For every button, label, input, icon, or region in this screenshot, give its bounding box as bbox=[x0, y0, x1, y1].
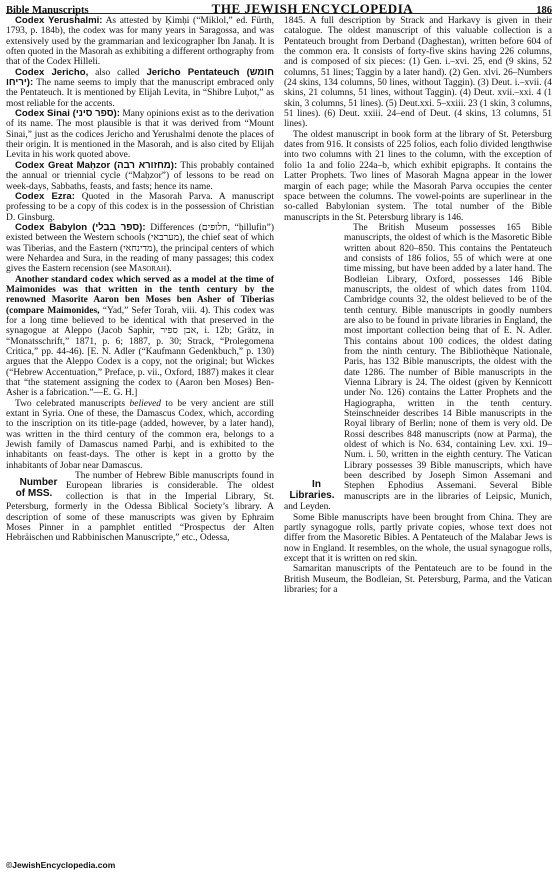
paragraph: Codex Jericho, also called Jericho Pentateuch (חומש יריחו): The name seems to imply that the manuscript embraced only the Pentateuch. It is mentioned by Elijah Levita, in “Shibre Luḥot,” as most reliable for the accents. bbox=[6, 66, 274, 109]
sidenote-heading: In Libraries. bbox=[289, 478, 335, 501]
paragraph: Some Bible manuscripts have been brought from China. They are partly synagogue rolls, partly private copies, whose text does not differ from the Masoretic Bibles. A Pentateuch of the Malabar Jews is now in England. It resembles, on the whole, the usual synagogue rolls, except that it is written on red skin. bbox=[284, 512, 552, 564]
cross-reference-link[interactable]: Masorah bbox=[128, 264, 167, 275]
entry-term: Codex Great Maḥzor (מחזורא רבה): bbox=[15, 159, 178, 171]
header-publication-title: THE JEWISH ENCYCLOPEDIA bbox=[211, 1, 414, 16]
paragraph: The oldest manuscript in book form at the library of St. Petersburg dates from 916. It consists of 225 folios, each folio divided lengthwise into two columns with 21 lines to the column, with the exception of folio 1a and folio 224a–b, which exhibit epigraphs. It contains the Latter Prophets. Two lines of Masorah Magna appear in the lower margin of each page; while the Masorah Parva occupies the center space between the columns. The vowel-points are superlinear in the so-called Babylonian system. The total number of the Bible manuscripts in the St. Petersburg library is 146. bbox=[284, 129, 552, 223]
entry-term: Codex Jericho, bbox=[15, 66, 89, 78]
paragraph: Samaritan manuscripts of the Pentateuch are to be found in the British Museum, the Bodleian, St. Petersburg, Parma, and the Vatican libraries; for a bbox=[284, 564, 552, 595]
paragraph: Another standard codex which served as a model at the time of Maimonides was that written in the tenth century by the renowned Masorite Aaron ben Moses ben Asher of Tiberias (compare Maimonides, “Yad,” Sefer Torah, viii. 4). This codex was for a long time believed to be identical with that preserved in the synagogue at Aleppo (Jacob Saphir, אבן ספיר, i. 12b; Grätz, in “Monatsschrift,” 1871, p. 6; 1887, p. 30; Strack, “Prolegomena Critica,” pp. 44-46). [E. N. Adler (“Kaufmann Gedenkbuch,” p. 130) argues that the Aleppo Codex is a copy, not the original; but Wickes (“Hebrew Accentuation,” Preface, p. vii., Oxford, 1887) makes it clear that “the statement assigning the codex to (Aaron ben Moses) Ben-Asher is a fabrication.”—E. G. H.] bbox=[6, 274, 275, 399]
header-page-number: 186 bbox=[536, 5, 552, 16]
paragraph: Codex Sinai (ספר סיני): Many opinions exist as to the derivation of its name. The most plausible is that it was derived from “Mount Sinai,” just as the codices Jericho and Yerushalmi denote the places of their origin. It is mentioned in the Masorah, and is also cited by Elijah Levita in his work quoted above. bbox=[6, 108, 274, 161]
entry-term: Codex Yerushalmi: bbox=[15, 15, 103, 26]
paragraph: 1845. A full description by Strack and Harkavy is given in their catalogue. The oldest manuscript of this valuable collection is a Pentateuch brought from Derband (Daghestan), written before 604 of the common era. It consists of forty-five skins having 226 columns, and is composed of six pieces: (1) Gen. i.–xvi. 25, end (9 skins, 52 columns, 51 lines; Taggin by a later hand). (2) Gen. xlvi. 26–Numbers (24 skins, 134 columns, 50 lines, without Taggin). (3) Deut. i.–xvii. (4 skins, 21 columns, 51 lines, without Taggin). (4) Deut. xvii.–xxi. 4 (1 skin, 3 columns, 51 lines). (5) Deut.xxi. 5–xxiii. 23 (1 skin, 3 columns, 51 lines). (6) Deut. xxiii. 24–end of Deut. (4 skins, 13 columns, 51 lines). bbox=[284, 16, 552, 130]
right-column bbox=[284, 16, 552, 595]
paragraph: Codex Ezra: Quoted in the Masorah Parva. A manuscript professing to be a copy of this codex is in the possession of Christian D. Ginsburg. bbox=[6, 190, 274, 223]
running-header bbox=[6, 0, 552, 14]
copyright-footer: ©JewishEncyclopedia.com bbox=[6, 860, 116, 870]
entry-term: Codex Ezra: bbox=[15, 190, 75, 202]
paragraph: In Libraries. The British Museum possesses 165 Bible manuscripts, the oldest of which is the Masoretic Bible written about 820–850. This contains the Pentateuch and consists of 186 folios, 55 of which were at one time missing, but have been added by a later hand. The Bodleian Library, Oxford, possesses 146 Bible manuscripts, the oldest of which dates from 1104. Cambridge counts 32, the oldest believed to be of the tenth century. Bible manuscripts in goodly numbers are also to be found in private libraries in England, the most important collection being that of E. N. Adler. This contains about 100 codices, the oldest dating from the ninth century. The Bibliothèque Nationale, Paris, has 132 Bible manuscripts, the oldest with the date 1286. The number of Bible manuscripts in the Vienna Library is 24. The oldest (given by Kennicott under No. 126) contains the Latter Prophets and the Hagiographa, written in the tenth century. Steinschneider describes 14 Bible manuscripts in the Royal library of Berlin; none of them is very old. De Rossi describes 848 manuscripts (now at Parma), the oldest of which is No. 634, containing Lev. xxi. 19–Num. i. 50, written in the eighth century. The Vatican Library possesses 39 Bible manuscripts, which have been described by Joseph Simon Assemani and Stephen Ephodius Assemani. Several Bible manuscripts are in the libraries of Leipsic, Munich, and Leyden. bbox=[284, 222, 552, 513]
entry-term: Jericho Pentateuch (חומש יריחו): bbox=[6, 66, 274, 89]
header-section-title: Bible Manuscripts bbox=[6, 5, 89, 16]
paragraph: Codex Great Maḥzor (מחזורא רבה): This probably contained the annual or triennial cycle (“Maḥzor”) of lessons to be read on week-days, Sabbaths, feasts, and fasts; hence its name. bbox=[6, 159, 275, 192]
entry-term: Codex Babylon (ספר בבלי): bbox=[15, 221, 146, 233]
paragraph: Number of MSS. The number of Hebrew Bible manuscripts found in European libraries is considerable. The oldest collection is that in the Imperial Library, St. Petersburg, formerly in the Odessa Biblical Society’s library. A description of some of these manuscripts was given by Ephraim Moses Pinner in a pamphlet entitled “Prospectus der Alten Hebräischen und Rabbinischen Manuscripte,” etc., Odessa, bbox=[6, 471, 274, 544]
paragraph: Two celebrated manuscripts believed to be very ancient are still extant in Syria. One of these, the Damascus Codex, which, according to the inscription on its title-page (added, however, by a later hand), was written in the third century of the common era, belongs to a Jewish family of Damascus named Parḥi, and is exhibited to the inhabitants on feast-days. The other is kept in a grotto by the inhabitants of Jobar near Damascus. bbox=[6, 398, 274, 471]
entry-term: Codex Sinai (ספר סיני): bbox=[15, 108, 120, 120]
paragraph: Codex Babylon (ספר בבלי): Differences (חלופים, “ḥillufin”) existed between the Western schools (מערבאי), the chief seat of which was Tiberias, and the Eastern (מדינחאי), the principal centers of which were Nehardea and Sura, in the reading of many passages; this codex gives the Eastern recension (see Masorah). bbox=[6, 221, 274, 275]
left-column bbox=[6, 16, 274, 595]
sidenote-heading: Number of MSS. bbox=[15, 477, 58, 500]
paragraph: Codex Yerushalmi: As attested by Ḳimḥi (“Miklol,” ed. Fürth, 1793, p. 184b), the codex was for many years in Saragossa, and was extensively used by the grammarian and lexicographer Ibn Janaḥ. It is often quoted in the Masorah as exhibiting a different orthography from that of the Codex Hilleli. bbox=[6, 15, 274, 68]
